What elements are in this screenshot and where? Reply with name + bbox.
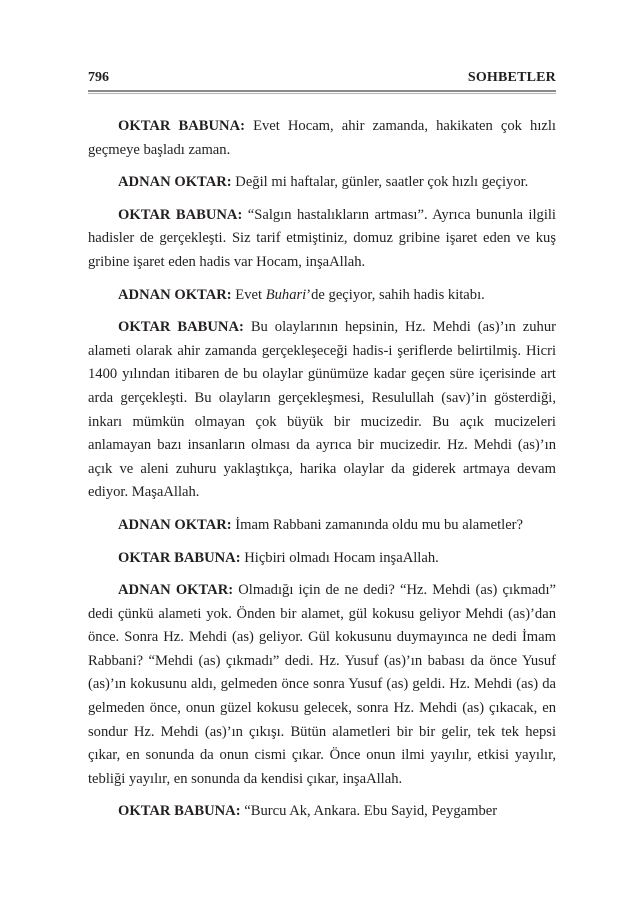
dialogue-paragraph: [88, 115, 556, 162]
paragraph-text: “Salgın hastalıkların artması”. Ayrıca bununla ilgili hadisler de gerçekleşti. Siz tarif etmiştiniz, domuz gribine işaret eden ve kuş gribine işaret eden hadis var Hocam, inşaAllah.: [88, 206, 556, 270]
header-rule: [88, 90, 556, 94]
paragraph-text: Değil mi haftalar, günler, saatler çok hızlı geçiyor.: [231, 174, 529, 191]
paragraph-text: ’de geçiyor, sahih hadis kitabı.: [306, 286, 485, 303]
book-title-italic: Buhari: [265, 286, 307, 303]
paragraph-text: Hiçbiri olmadı Hocam inşaAllah.: [240, 549, 439, 566]
dialogue-paragraph: [88, 579, 556, 791]
running-title: SOHBETLER: [467, 70, 556, 85]
paragraph-text: Evet: [231, 286, 266, 303]
speaker-label: ADNAN OKTAR:: [118, 516, 232, 533]
dialogue-paragraph: [88, 204, 556, 275]
paragraph-text: Olmadığı için de ne dedi? “Hz. Mehdi (as) çıkmadı” dedi çünkü alameti yok. Önden bir alamet, gül kokusu geliyor Mehdi (as)’dan önce. Sonra Hz. Mehdi (as) geliyor. Gül kokusunu duymayınca ne dedi İmam Rabbani? “Mehdi (as) çıkmadı” dedi. Hz. Yusuf (as)’ın babası da önce Yusuf (as)’ın kokusunu aldı, gelmeden önce sonra Yusuf (as) geldi. Hz. Mehdi (as) da gelmeden önce, onun güzel kokusu gelecek, sonra Hz. Mehdi (as) çıkacak, en sondur Hz. Mehdi (as)’ın çıkışı. Bütün alametleri bir bir gelir, tek tek hepsi çıkar, en sonunda da onun cismi çıkar. Önce onun ilmi yayılır, etkisi yayılır, tebliği yayılır, en sonunda da kendisi çıkar, inşaAllah.: [88, 582, 557, 787]
speaker-label: ADNAN OKTAR:: [118, 582, 234, 599]
speaker-label: OKTAR BABUNA:: [118, 206, 243, 223]
paragraph-text: İmam Rabbani zamanında oldu mu bu alametler?: [231, 516, 524, 533]
speaker-label: OKTAR BABUNA:: [118, 118, 245, 134]
dialogue-paragraph: [88, 171, 556, 195]
speaker-label: OKTAR BABUNA:: [118, 803, 241, 820]
dialogue-paragraph: [88, 284, 556, 308]
speaker-label: ADNAN OKTAR:: [118, 174, 232, 191]
dialogue-paragraph: [88, 514, 556, 538]
speaker-label: OKTAR BABUNA:: [118, 549, 241, 566]
dialogue-paragraph: [88, 800, 556, 824]
dialogue-paragraph: [88, 316, 556, 505]
running-header: [88, 70, 556, 86]
paragraph-text: Evet Hocam, ahir zamanda, hakikaten çok hızlı geçmeye başladı zaman.: [88, 118, 556, 158]
dialogue-paragraph: [88, 547, 556, 571]
paragraph-text: “Burcu Ak, Ankara. Ebu Sayid, Peygamber: [240, 803, 498, 820]
speaker-label: ADNAN OKTAR:: [118, 286, 232, 303]
paragraph-text: Bu olaylarının hepsinin, Hz. Mehdi (as)’ın zuhur alameti olarak ahir zamanda gerçekleşeceği hadis-i şeriflerde belirtilmiş. Hicri 1400 yılından itibaren de bu olaylar günümüze kadar geçen süre içerisinde art arda gerçekleşti. Bu olayların gerçekleşmesi, Resulullah (sav)’in gösterdiği, inkarı mümkün olmayan çok büyük bir mucizedir. Bu açık mucizeleri anlamayan bazı insanların olması da ayrıca bir mucizedir. Hz. Mehdi (as)’ın açık ve aleni zuhuru yaklaştıkça, harika olaylar da giderek artmaya devam ediyor. MaşaAllah.: [88, 319, 556, 501]
speaker-label: OKTAR BABUNA:: [118, 319, 244, 336]
page-number: 796: [88, 70, 109, 85]
page-body: [88, 115, 556, 833]
